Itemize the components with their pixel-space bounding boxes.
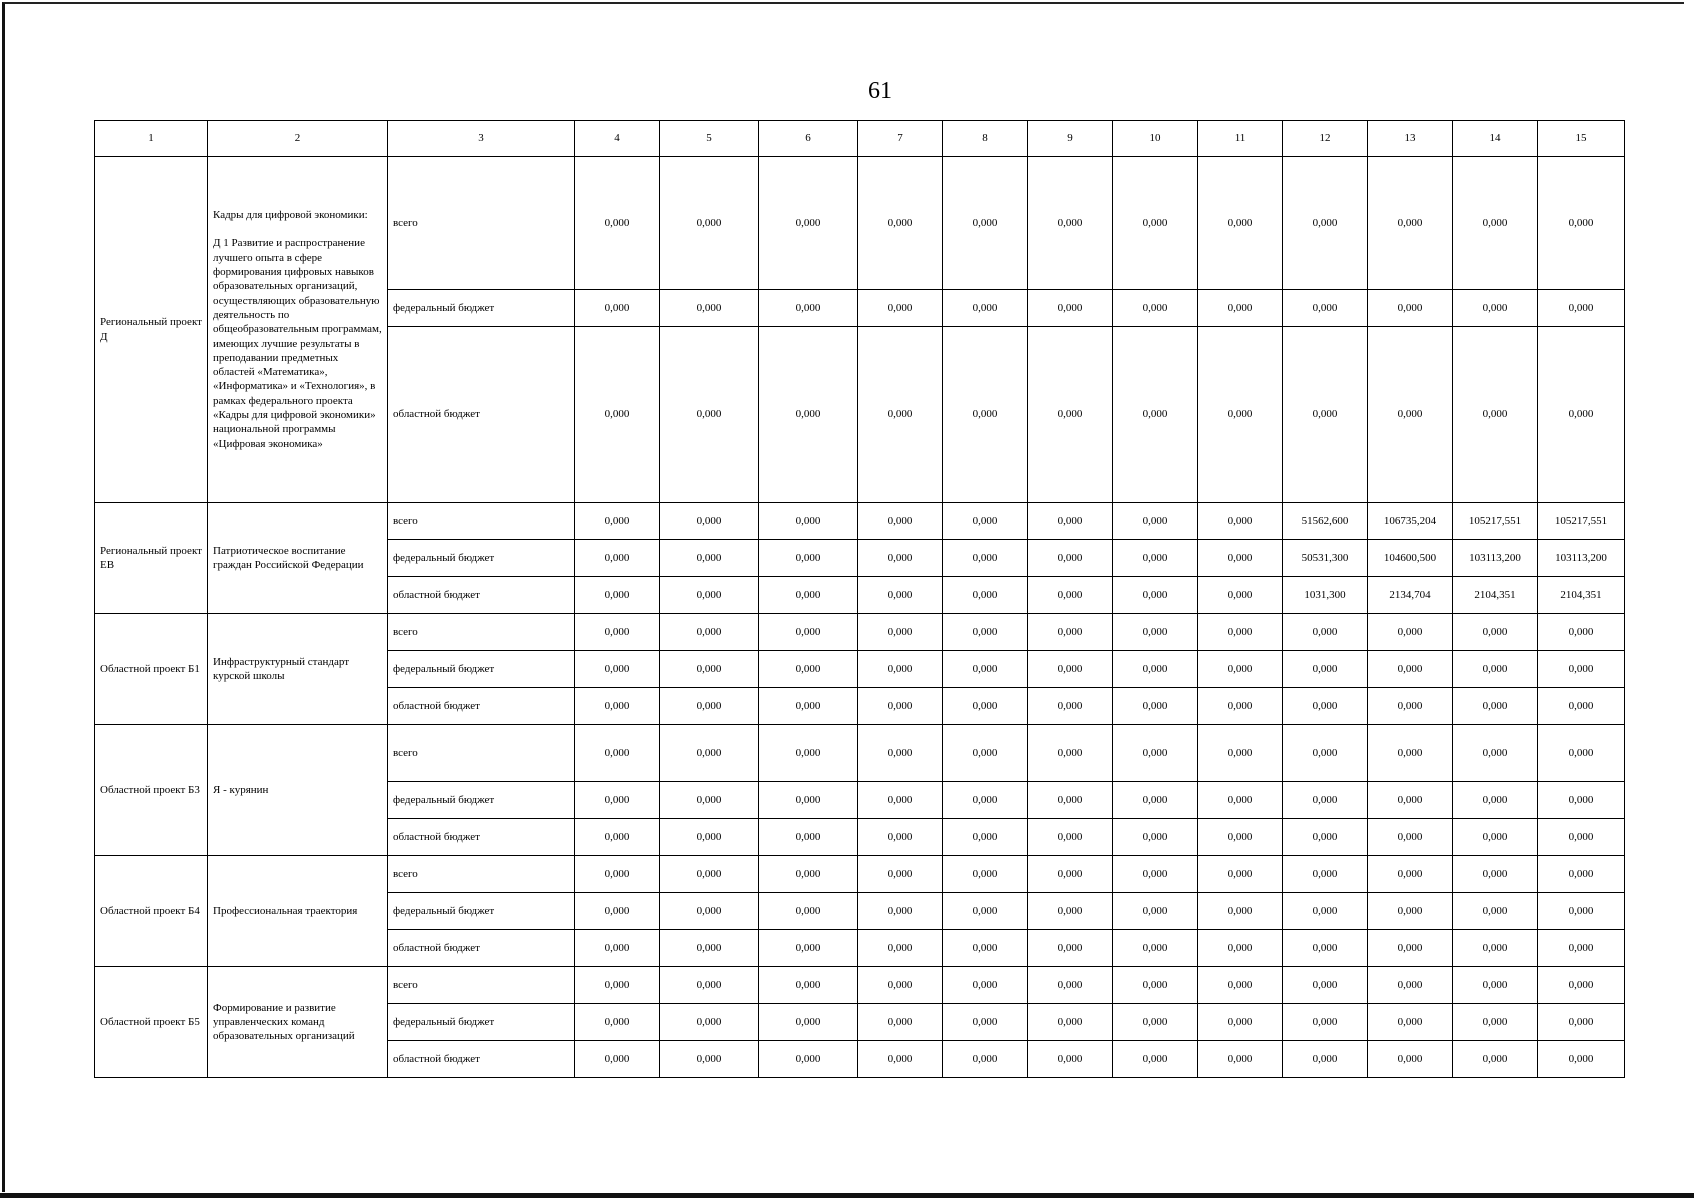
value-cell: 0,000 <box>660 540 759 577</box>
value-cell: 0,000 <box>759 577 858 614</box>
value-cell: 0,000 <box>1538 688 1625 725</box>
project-code-cell: Областной проект Б4 <box>95 856 208 967</box>
value-cell: 0,000 <box>943 290 1028 327</box>
value-cell: 0,000 <box>943 651 1028 688</box>
project-name-text <box>213 544 382 573</box>
project-code-cell: Региональный проект ЕВ <box>95 503 208 614</box>
value-cell: 0,000 <box>575 1041 660 1078</box>
value-cell: 0,000 <box>1453 782 1538 819</box>
value-cell: 0,000 <box>1283 688 1368 725</box>
value-cell: 0,000 <box>1113 930 1198 967</box>
value-cell: 0,000 <box>1368 614 1453 651</box>
value-cell: 0,000 <box>1113 725 1198 782</box>
value-cell: 0,000 <box>943 540 1028 577</box>
project-name-paragraph: Кадры для цифровой экономики: <box>213 209 368 222</box>
header-row <box>95 121 1625 157</box>
value-cell: 0,000 <box>1113 503 1198 540</box>
value-cell: 0,000 <box>858 651 943 688</box>
value-cell: 0,000 <box>1368 651 1453 688</box>
value-cell: 0,000 <box>575 967 660 1004</box>
value-cell: 0,000 <box>1368 819 1453 856</box>
value-cell: 0,000 <box>660 688 759 725</box>
value-cell: 0,000 <box>858 540 943 577</box>
value-cell: 0,000 <box>1198 577 1283 614</box>
value-cell: 0,000 <box>759 782 858 819</box>
value-cell: 103113,200 <box>1453 540 1538 577</box>
value-cell: 2104,351 <box>1453 577 1538 614</box>
value-cell: 0,000 <box>1028 930 1113 967</box>
value-cell: 0,000 <box>1113 688 1198 725</box>
project-name-text <box>213 208 382 451</box>
value-cell: 0,000 <box>943 782 1028 819</box>
col-header-1: 1 <box>95 121 208 157</box>
value-cell: 0,000 <box>759 614 858 651</box>
project-name-text <box>213 783 382 797</box>
funding-source-cell: областной бюджет <box>388 327 575 503</box>
table-row <box>95 503 1625 540</box>
value-cell: 0,000 <box>1028 782 1113 819</box>
value-cell: 0,000 <box>1198 614 1283 651</box>
funding-source-cell: федеральный бюджет <box>388 1004 575 1041</box>
project-name-paragraph: Я - курянин <box>213 783 269 796</box>
value-cell: 0,000 <box>660 614 759 651</box>
value-cell: 0,000 <box>575 782 660 819</box>
project-name-cell <box>208 856 388 967</box>
col-header-7: 7 <box>858 121 943 157</box>
value-cell: 0,000 <box>759 688 858 725</box>
value-cell: 0,000 <box>1538 1004 1625 1041</box>
value-cell: 0,000 <box>575 893 660 930</box>
value-cell: 0,000 <box>1198 856 1283 893</box>
value-cell: 0,000 <box>759 651 858 688</box>
value-cell: 0,000 <box>943 967 1028 1004</box>
value-cell: 0,000 <box>1198 688 1283 725</box>
col-header-14: 14 <box>1453 121 1538 157</box>
value-cell: 0,000 <box>1538 856 1625 893</box>
value-cell: 0,000 <box>660 819 759 856</box>
project-name-cell <box>208 967 388 1078</box>
value-cell: 0,000 <box>759 503 858 540</box>
value-cell: 0,000 <box>575 1004 660 1041</box>
value-cell: 0,000 <box>1028 856 1113 893</box>
value-cell: 0,000 <box>660 856 759 893</box>
value-cell: 0,000 <box>660 651 759 688</box>
value-cell: 0,000 <box>1028 893 1113 930</box>
table-row <box>95 967 1625 1004</box>
project-name-paragraph: Формирование и развитие управленческих команд образовательных организаций <box>213 1001 355 1043</box>
value-cell: 50531,300 <box>1283 540 1368 577</box>
funding-source-cell: областной бюджет <box>388 1041 575 1078</box>
funding-source-cell: областной бюджет <box>388 577 575 614</box>
value-cell: 0,000 <box>858 688 943 725</box>
value-cell: 0,000 <box>1453 157 1538 290</box>
value-cell: 0,000 <box>1453 967 1538 1004</box>
value-cell: 0,000 <box>1198 725 1283 782</box>
value-cell: 0,000 <box>660 577 759 614</box>
value-cell: 0,000 <box>1538 782 1625 819</box>
project-name-paragraph: Инфраструктурный стандарт курской школы <box>213 655 350 682</box>
col-header-15: 15 <box>1538 121 1625 157</box>
project-name-text <box>213 1001 382 1044</box>
value-cell: 0,000 <box>943 930 1028 967</box>
value-cell: 0,000 <box>943 688 1028 725</box>
value-cell: 0,000 <box>575 725 660 782</box>
value-cell: 0,000 <box>858 1041 943 1078</box>
col-header-4: 4 <box>575 121 660 157</box>
value-cell: 0,000 <box>1368 930 1453 967</box>
funding-source-cell: федеральный бюджет <box>388 651 575 688</box>
value-cell: 0,000 <box>759 930 858 967</box>
value-cell: 0,000 <box>575 688 660 725</box>
value-cell: 0,000 <box>1113 157 1198 290</box>
table-row <box>95 856 1625 893</box>
value-cell: 0,000 <box>1028 577 1113 614</box>
budget-table-body <box>95 157 1625 1078</box>
table-row <box>95 725 1625 782</box>
budget-table <box>94 120 1625 1078</box>
value-cell: 0,000 <box>759 893 858 930</box>
value-cell: 0,000 <box>1368 688 1453 725</box>
value-cell: 0,000 <box>1198 1041 1283 1078</box>
value-cell: 0,000 <box>575 290 660 327</box>
value-cell: 0,000 <box>1283 893 1368 930</box>
project-name-text <box>213 655 382 684</box>
value-cell: 0,000 <box>1198 819 1283 856</box>
value-cell: 0,000 <box>1198 157 1283 290</box>
value-cell: 0,000 <box>1368 1004 1453 1041</box>
value-cell: 0,000 <box>759 1004 858 1041</box>
value-cell: 51562,600 <box>1283 503 1368 540</box>
value-cell: 0,000 <box>1368 725 1453 782</box>
value-cell: 0,000 <box>1283 290 1368 327</box>
value-cell: 0,000 <box>1028 688 1113 725</box>
value-cell: 0,000 <box>1028 290 1113 327</box>
funding-source-cell: областной бюджет <box>388 930 575 967</box>
value-cell: 0,000 <box>1538 651 1625 688</box>
value-cell: 0,000 <box>575 540 660 577</box>
value-cell: 0,000 <box>858 503 943 540</box>
value-cell: 0,000 <box>1198 503 1283 540</box>
col-header-13: 13 <box>1368 121 1453 157</box>
value-cell: 0,000 <box>1113 614 1198 651</box>
value-cell: 0,000 <box>759 819 858 856</box>
value-cell: 0,000 <box>943 614 1028 651</box>
value-cell: 0,000 <box>1113 1004 1198 1041</box>
value-cell: 0,000 <box>660 1041 759 1078</box>
value-cell: 0,000 <box>1283 651 1368 688</box>
project-name-paragraph: Патриотическое воспитание граждан Российской Федерации <box>213 544 364 571</box>
value-cell: 0,000 <box>1453 725 1538 782</box>
value-cell: 0,000 <box>1283 327 1368 503</box>
value-cell: 0,000 <box>1113 967 1198 1004</box>
value-cell: 0,000 <box>943 856 1028 893</box>
value-cell: 0,000 <box>759 290 858 327</box>
value-cell: 0,000 <box>1538 725 1625 782</box>
value-cell: 0,000 <box>1028 540 1113 577</box>
value-cell: 0,000 <box>1453 819 1538 856</box>
project-name-cell <box>208 725 388 856</box>
funding-source-cell: федеральный бюджет <box>388 540 575 577</box>
value-cell: 0,000 <box>759 1041 858 1078</box>
value-cell: 0,000 <box>1538 614 1625 651</box>
value-cell: 2134,704 <box>1368 577 1453 614</box>
value-cell: 0,000 <box>943 327 1028 503</box>
value-cell: 0,000 <box>660 782 759 819</box>
value-cell: 0,000 <box>1283 614 1368 651</box>
value-cell: 0,000 <box>575 157 660 290</box>
value-cell: 0,000 <box>1283 856 1368 893</box>
value-cell: 0,000 <box>1368 893 1453 930</box>
value-cell: 0,000 <box>943 819 1028 856</box>
value-cell: 0,000 <box>1538 819 1625 856</box>
value-cell: 0,000 <box>1538 290 1625 327</box>
table-row <box>95 157 1625 290</box>
value-cell: 103113,200 <box>1538 540 1625 577</box>
funding-source-cell: областной бюджет <box>388 819 575 856</box>
value-cell: 0,000 <box>1028 503 1113 540</box>
project-name-paragraph: Профессиональная траектория <box>213 904 358 917</box>
value-cell: 0,000 <box>858 819 943 856</box>
funding-source-cell: всего <box>388 725 575 782</box>
project-code-cell: Региональный проект Д <box>95 157 208 503</box>
col-header-2: 2 <box>208 121 388 157</box>
funding-source-cell: всего <box>388 856 575 893</box>
value-cell: 0,000 <box>1028 819 1113 856</box>
value-cell: 0,000 <box>1283 819 1368 856</box>
value-cell: 0,000 <box>660 725 759 782</box>
funding-source-cell: всего <box>388 967 575 1004</box>
value-cell: 0,000 <box>660 157 759 290</box>
value-cell: 0,000 <box>1453 327 1538 503</box>
value-cell: 0,000 <box>1283 967 1368 1004</box>
funding-source-cell: федеральный бюджет <box>388 782 575 819</box>
value-cell: 0,000 <box>1538 930 1625 967</box>
value-cell: 0,000 <box>759 540 858 577</box>
funding-source-cell: областной бюджет <box>388 688 575 725</box>
value-cell: 0,000 <box>1283 782 1368 819</box>
funding-source-cell: федеральный бюджет <box>388 893 575 930</box>
value-cell: 0,000 <box>1198 327 1283 503</box>
value-cell: 0,000 <box>858 157 943 290</box>
value-cell: 0,000 <box>1538 967 1625 1004</box>
value-cell: 0,000 <box>1198 540 1283 577</box>
value-cell: 105217,551 <box>1453 503 1538 540</box>
value-cell: 105217,551 <box>1538 503 1625 540</box>
value-cell: 0,000 <box>1453 614 1538 651</box>
value-cell: 0,000 <box>1453 688 1538 725</box>
value-cell: 0,000 <box>858 1004 943 1041</box>
value-cell: 0,000 <box>1028 614 1113 651</box>
value-cell: 0,000 <box>1368 1041 1453 1078</box>
value-cell: 0,000 <box>759 725 858 782</box>
value-cell: 0,000 <box>1283 157 1368 290</box>
value-cell: 104600,500 <box>1368 540 1453 577</box>
value-cell: 2104,351 <box>1538 577 1625 614</box>
value-cell: 0,000 <box>575 856 660 893</box>
project-name-paragraph: Д 1 Развитие и распространение лучшего опыта в сфере формирования цифровых навыков образовательных организаций, осуществляющих образовательную деятельность по общеобразовательным программам, имеющих лучшие результаты в преподавании предметных областей «Математика», «Информатика» и «Технология», в рамках федерального проекта «Кадры для цифровой экономики» национальной программы «Цифровая экономика» <box>213 237 382 450</box>
value-cell: 0,000 <box>858 614 943 651</box>
value-cell: 0,000 <box>858 782 943 819</box>
value-cell: 0,000 <box>575 651 660 688</box>
col-header-12: 12 <box>1283 121 1368 157</box>
col-header-8: 8 <box>943 121 1028 157</box>
value-cell: 0,000 <box>660 503 759 540</box>
project-name-cell <box>208 503 388 614</box>
value-cell: 0,000 <box>575 930 660 967</box>
value-cell: 0,000 <box>1283 1041 1368 1078</box>
value-cell: 0,000 <box>1368 782 1453 819</box>
value-cell: 0,000 <box>1283 1004 1368 1041</box>
col-header-5: 5 <box>660 121 759 157</box>
value-cell: 0,000 <box>1538 157 1625 290</box>
value-cell: 0,000 <box>1113 893 1198 930</box>
value-cell: 0,000 <box>858 577 943 614</box>
value-cell: 0,000 <box>1198 893 1283 930</box>
value-cell: 0,000 <box>660 1004 759 1041</box>
value-cell: 0,000 <box>1113 819 1198 856</box>
value-cell: 0,000 <box>1538 327 1625 503</box>
value-cell: 0,000 <box>660 930 759 967</box>
project-name-cell <box>208 157 388 503</box>
value-cell: 0,000 <box>943 577 1028 614</box>
value-cell: 0,000 <box>1453 651 1538 688</box>
value-cell: 0,000 <box>858 856 943 893</box>
col-header-11: 11 <box>1198 121 1283 157</box>
value-cell: 0,000 <box>575 503 660 540</box>
value-cell: 0,000 <box>1028 651 1113 688</box>
value-cell: 0,000 <box>943 157 1028 290</box>
value-cell: 0,000 <box>1198 651 1283 688</box>
value-cell: 0,000 <box>1283 930 1368 967</box>
value-cell: 0,000 <box>858 967 943 1004</box>
col-header-6: 6 <box>759 121 858 157</box>
value-cell: 0,000 <box>660 290 759 327</box>
value-cell: 0,000 <box>660 327 759 503</box>
value-cell: 0,000 <box>1028 327 1113 503</box>
value-cell: 0,000 <box>1113 782 1198 819</box>
project-code-cell: Областной проект Б1 <box>95 614 208 725</box>
value-cell: 0,000 <box>1368 157 1453 290</box>
value-cell: 0,000 <box>1538 893 1625 930</box>
value-cell: 0,000 <box>1113 577 1198 614</box>
col-header-3: 3 <box>388 121 575 157</box>
scan-edge-line <box>0 1193 1694 1198</box>
value-cell: 0,000 <box>1113 856 1198 893</box>
value-cell: 0,000 <box>1453 290 1538 327</box>
project-name-cell <box>208 614 388 725</box>
value-cell: 0,000 <box>1453 893 1538 930</box>
value-cell: 0,000 <box>1198 782 1283 819</box>
value-cell: 0,000 <box>1453 1004 1538 1041</box>
value-cell: 0,000 <box>858 893 943 930</box>
value-cell: 0,000 <box>575 577 660 614</box>
value-cell: 0,000 <box>1283 725 1368 782</box>
value-cell: 0,000 <box>1368 327 1453 503</box>
project-code-cell: Областной проект Б5 <box>95 967 208 1078</box>
value-cell: 0,000 <box>858 327 943 503</box>
value-cell: 0,000 <box>1113 327 1198 503</box>
value-cell: 0,000 <box>759 327 858 503</box>
value-cell: 0,000 <box>1198 1004 1283 1041</box>
table-row <box>95 614 1625 651</box>
value-cell: 0,000 <box>1453 930 1538 967</box>
value-cell: 0,000 <box>943 725 1028 782</box>
value-cell: 0,000 <box>1028 157 1113 290</box>
value-cell: 0,000 <box>575 819 660 856</box>
value-cell: 0,000 <box>1453 1041 1538 1078</box>
value-cell: 0,000 <box>1113 1041 1198 1078</box>
funding-source-cell: всего <box>388 614 575 651</box>
value-cell: 0,000 <box>660 967 759 1004</box>
value-cell: 1031,300 <box>1283 577 1368 614</box>
project-code-cell: Областной проект Б3 <box>95 725 208 856</box>
value-cell: 0,000 <box>660 893 759 930</box>
value-cell: 0,000 <box>1028 725 1113 782</box>
value-cell: 0,000 <box>1198 290 1283 327</box>
value-cell: 0,000 <box>943 1041 1028 1078</box>
value-cell: 0,000 <box>1113 290 1198 327</box>
value-cell: 0,000 <box>858 290 943 327</box>
value-cell: 0,000 <box>759 856 858 893</box>
value-cell: 0,000 <box>759 157 858 290</box>
value-cell: 0,000 <box>759 967 858 1004</box>
funding-source-cell: всего <box>388 503 575 540</box>
funding-source-cell: всего <box>388 157 575 290</box>
value-cell: 0,000 <box>943 1004 1028 1041</box>
value-cell: 0,000 <box>1538 1041 1625 1078</box>
value-cell: 0,000 <box>1028 967 1113 1004</box>
value-cell: 0,000 <box>1198 967 1283 1004</box>
value-cell: 0,000 <box>858 725 943 782</box>
value-cell: 0,000 <box>858 930 943 967</box>
value-cell: 0,000 <box>1028 1041 1113 1078</box>
value-cell: 0,000 <box>1368 290 1453 327</box>
value-cell: 106735,204 <box>1368 503 1453 540</box>
value-cell: 0,000 <box>943 503 1028 540</box>
value-cell: 0,000 <box>1368 967 1453 1004</box>
value-cell: 0,000 <box>575 614 660 651</box>
project-name-text <box>213 904 382 918</box>
value-cell: 0,000 <box>1453 856 1538 893</box>
page-number: 61 <box>868 78 892 104</box>
value-cell: 0,000 <box>1028 1004 1113 1041</box>
col-header-9: 9 <box>1028 121 1113 157</box>
value-cell: 0,000 <box>943 893 1028 930</box>
value-cell: 0,000 <box>1198 930 1283 967</box>
value-cell: 0,000 <box>1113 540 1198 577</box>
value-cell: 0,000 <box>575 327 660 503</box>
value-cell: 0,000 <box>1368 856 1453 893</box>
value-cell: 0,000 <box>1113 651 1198 688</box>
col-header-10: 10 <box>1113 121 1198 157</box>
funding-source-cell: федеральный бюджет <box>388 290 575 327</box>
